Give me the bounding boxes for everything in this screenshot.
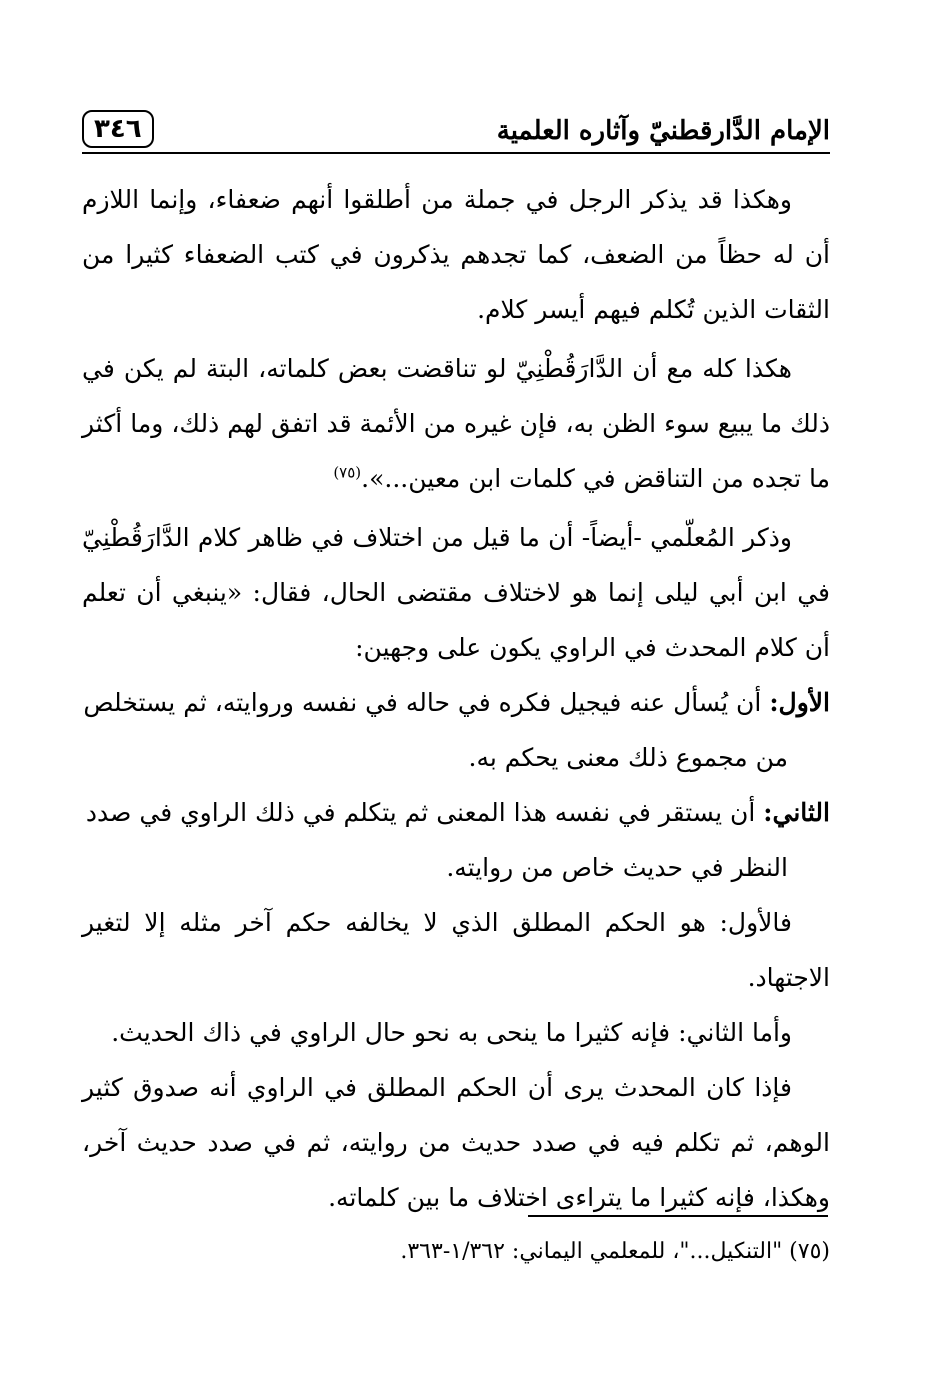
- second-aspect-continuation: النظر في حديث خاص من روايته.: [446, 853, 788, 882]
- footnote: (٧٥) "التنكيل..."، للمعلمي اليماني: ١/٣٦٢-٣٦٣.: [400, 1239, 830, 1264]
- footnote-divider: [528, 1215, 828, 1217]
- main-text: [82, 172, 830, 1225]
- paragraph-2-text: هكذا كله مع أن الدَّارَقُطْنِيّ لو تناقضت بعض كلماته، البتة لم يكن في ذلك ما يبيع سوء الظن به، فإن غيره من الأئمة قد اتفق لهم ذلك، وما أكثر ما تجده من التناقض في كلمات ابن معين...».: [82, 354, 830, 493]
- second-aspect: [82, 785, 830, 840]
- first-aspect-label: الأول:: [769, 688, 830, 717]
- page-number: ٣٤٦: [82, 110, 154, 148]
- second-aspect-text: أن يستقر في نفسه هذا المعنى ثم يتكلم في ذلك الراوي في صدد: [85, 798, 756, 827]
- paragraph-6: فإذا كان المحدث يرى أن الحكم المطلق في الراوي أنه صدوق كثير الوهم، ثم تكلم فيه في صدد حديث من روايته، ثم في صدد حديث آخر، وهكذا، فإنه كثيرا ما يتراءى اختلاف ما بين كلماته.: [82, 1073, 830, 1212]
- first-aspect-text: أن يُسأل عنه فيجيل فكره في حاله في نفسه وروايته، ثم يستخلص: [83, 688, 762, 717]
- paragraph-5: وأما الثاني: فإنه كثيرا ما ينحى به نحو حال الراوي في ذاك الحديث.: [111, 1018, 792, 1047]
- first-aspect-continuation: من مجموع ذلك معنى يحكم به.: [468, 743, 788, 772]
- first-aspect: [82, 675, 830, 730]
- second-aspect-label: الثاني:: [763, 798, 830, 827]
- paragraph-1: وهكذا قد يذكر الرجل في جملة من أطلقوا أنهم ضعفاء، وإنما اللازم أن له حظاً من الضعف، كما تجدهم يذكرون في كتب الضعفاء كثيرا من الثقات الذين تُكلم فيهم أيسر كلام.: [82, 185, 830, 324]
- page-header: [82, 108, 830, 154]
- paragraph-2: [82, 341, 830, 506]
- paragraph-3: وذكر المُعلّمي -أيضاً- أن ما قيل من اختلاف في ظاهر كلام الدَّارَقُطْنِيّ في ابن أبي ليلى إنما هو لاختلاف مقتضى الحال، فقال: «ينبغي أن تعلم أن كلام المحدث في الراوي يكون على وجهين:: [82, 523, 830, 662]
- running-title: الإمام الدَّارقطنيّ وآثاره العلمية: [496, 116, 830, 146]
- footnote-reference: (٧٥): [333, 463, 362, 482]
- paragraph-4: فالأول: هو الحكم المطلق الذي لا يخالفه حكم آخر مثله إلا لتغير الاجتهاد.: [82, 908, 830, 992]
